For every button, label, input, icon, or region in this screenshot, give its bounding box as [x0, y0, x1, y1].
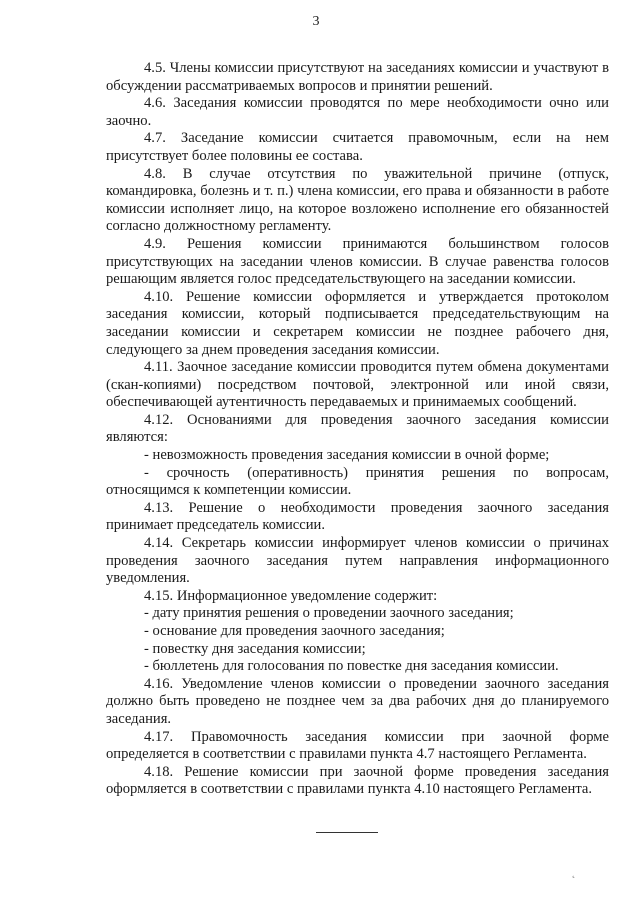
- paragraph-4-7: 4.7. Заседание комиссии считается правомочным, если на нем присутствует более половины ее состава.: [106, 130, 609, 164]
- paragraph-4-9: 4.9. Решения комиссии принимаются большинством голосов присутствующих на заседании членов комиссии. В случае равенства голосов решающим является голос председательствующего на заседании комиссии.: [106, 235, 609, 288]
- list-item: - основание для проведения заочного заседания;: [144, 623, 445, 639]
- list-item: - бюллетень для голосования по повестке дня заседания комиссии.: [144, 658, 559, 675]
- paragraph-4-5: 4.5. Члены комиссии присутствуют на заседаниях комиссии и участвуют в обсуждении рассматриваемых вопросов и принятии решений.: [106, 60, 609, 94]
- page-number: 3: [312, 14, 320, 29]
- paragraph-4-15: 4.15. Информационное уведомление содержит:: [144, 587, 438, 604]
- document-body: [106, 60, 609, 799]
- paragraph-4-18: 4.18. Решение комиссии при заочной форме проведения заседания оформляется в соответствии с правилами пункта 4.10 настоящего Регламента.: [106, 763, 609, 798]
- paragraph-4-10: 4.10. Решение комиссии оформляется и утверждается протоколом заседания комиссии, который подписывается председательствующим на заседании комиссии и секретарем комиссии не позднее рабочего дня, следующего за днем проведения заседания комиссии.: [106, 288, 609, 358]
- list-item: - повестку дня заседания комиссии;: [144, 640, 366, 657]
- list-item: - срочность (оперативность) принятия решения по вопросам, относящимся к компетенции комиссии.: [106, 464, 609, 499]
- paragraph-4-12: 4.12. Основаниями для проведения заочного заседания комиссии являются:: [106, 411, 609, 446]
- paragraph-4-13: 4.13. Решение о необходимости проведения заочного заседания принимает председатель комиссии.: [106, 499, 609, 534]
- end-rule-divider: [316, 832, 378, 833]
- list-item: - невозможность проведения заседания комиссии в очной форме;: [144, 447, 550, 464]
- paragraph-4-6: 4.6. Заседания комиссии проводятся по мере необходимости очно или заочно.: [106, 95, 609, 129]
- paragraph-4-16: 4.16. Уведомление членов комиссии о проведении заочного заседания должно быть проведено не позднее чем за два рабочих дня до планируемого заседания.: [106, 675, 609, 727]
- paragraph-4-17: 4.17. Правомочность заседания комиссии при заочной форме определяется в соответствии с правилами пункта 4.7 настоящего Регламента.: [106, 728, 609, 763]
- paragraph-4-8: 4.8. В случае отсутствия по уважительной причине (отпуск, командировка, болезнь и т. п.) члена комиссии, его права и обязанности в работе комиссии исполняет лицо, на которое возложено исполнение его обязанностей согласно должностному регламенту.: [106, 165, 609, 235]
- paragraph-4-11: 4.11. Заочное заседание комиссии проводится путем обмена документами (скан-копиями) посредством почтовой, электронной или иной связи, обеспечивающей аутентичность передаваемых и принимаемых сообщений.: [106, 359, 609, 411]
- list-item: - дату принятия решения о проведении заочного заседания;: [144, 605, 514, 622]
- paragraph-4-14: 4.14. Секретарь комиссии информирует членов комиссии о причинах проведения заочного заседания путем направления информационного уведомления.: [106, 535, 609, 587]
- scan-artifact: ˛: [572, 868, 576, 879]
